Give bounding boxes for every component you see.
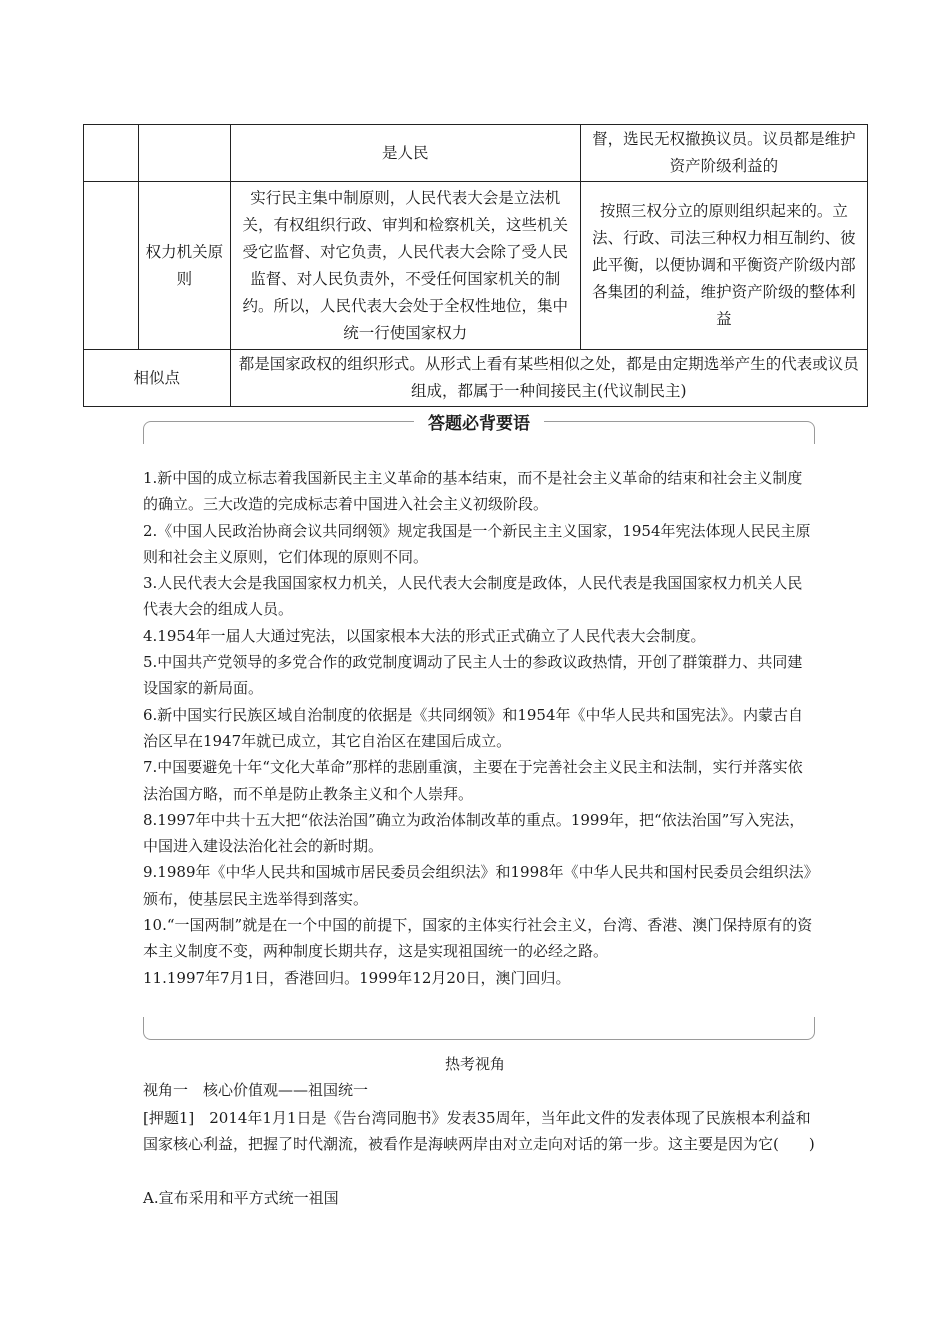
box-title: 答题必背要语 [143, 409, 815, 434]
table-cell: 按照三权分立的原则组织起来的。立法、行政、司法三种权力相互制约、彼此平衡，以便协调和平衡资产阶级内部各集团的利益，维护资产阶级的整体利益 [580, 182, 867, 350]
table-cell-empty [139, 125, 230, 182]
row-label-power-principle: 权力机关原则 [139, 182, 230, 350]
key-point: 10.“一国两制”就是在一个中国的前提下，国家的主体实行社会主义，台湾、香港、澳门保持原有的资本主义制度不变，两种制度长期共存，这是实现祖国统一的必经之路。 [143, 916, 813, 961]
option-a: A.宣布采用和平方式统一祖国 [143, 1189, 339, 1207]
table-row [84, 125, 868, 182]
row-label-similarity: 相似点 [84, 350, 231, 407]
table-cell: 都是国家政权的组织形式。从形式上看有某些相似之处，都是由定期选举产生的代表或议员组成，都属于一种间接民主(代议制民主) [230, 350, 867, 407]
key-point: 5.中国共产党领导的多党合作的政党制度调动了民主人士的参政议政热情，开创了群策群力、共同建设国家的新局面。 [143, 653, 803, 698]
question-stem: [押题1] 2014年1月1日是《告台湾同胞书》发表35周年，当年此文件的发表体现了民族根本利益和国家核心利益，把握了时代潮流，被看作是海峡两岸由对立走向对话的第一步。这主要是因为它( ) [143, 1109, 815, 1153]
table-cell: 督，选民无权撤换议员。议员都是维护资产阶级利益的 [580, 125, 867, 182]
table-cell-empty [84, 125, 139, 182]
key-point: 4.1954年一届人大通过宪法，以国家根本大法的形式正式确立了人民代表大会制度。 [143, 626, 706, 645]
key-point: 7.中国要避免十年“文化大革命”那样的悲剧重演，主要在于完善社会主义民主和法制，实行并落实依法治国方略，而不单是防止教条主义和个人崇拜。 [143, 758, 803, 803]
comparison-table [83, 124, 868, 407]
section-title: 热考视角 [444, 1055, 505, 1073]
key-point: 2.《中国人民政治协商会议共同纲领》规定我国是一个新民主主义国家，1954年宪法体现人民民主原则和社会主义原则，它们体现的原则不同。 [143, 521, 811, 566]
key-point: 3.人民代表大会是我国国家权力机关，人民代表大会制度是政体，人民代表是我国国家权力机关人民代表大会的组成人员。 [143, 574, 803, 619]
key-point: 6.新中国实行民族区域自治制度的依据是《共同纲领》和1954年《中华人民共和国宪法》。内蒙古自治区早在1947年就已成立，其它自治区在建国后成立。 [143, 705, 803, 750]
key-point: 8.1997年中共十五大把“依法治国”确立为政治体制改革的重点。1999年，把“依法治国”写入宪法，中国进入建设法治化社会的新时期。 [143, 810, 805, 856]
table-cell: 实行民主集中制原则，人民代表大会是立法机关，有权组织行政、审判和检察机关，这些机关受它监督、对它负责，人民代表大会除了受人民监督、对人民负责外，不受任何国家机关的制约。所以，人民代表大会处于全权性地位，集中统一行使国家权力 [230, 182, 580, 350]
table-row [84, 350, 868, 407]
angle-heading: 视角一 核心价值观——祖国统一 [143, 1081, 369, 1099]
key-points-list [143, 465, 815, 991]
table-row [84, 182, 868, 350]
key-point: 1.新中国的成立标志着我国新民主主义革命的基本结束，而不是社会主义革命的结束和社会主义制度的确立。三大改造的完成标志着中国进入社会主义初级阶段。 [143, 469, 803, 514]
key-points-box [143, 414, 815, 1040]
table-cell-empty [84, 182, 139, 350]
key-point: 11.1997年7月1日，香港回归。1999年12月20日，澳门回归。 [143, 968, 571, 987]
box-bottom-border [143, 1017, 815, 1040]
key-point: 9.1989年《中华人民共和国城市居民委员会组织法》和1998年《中华人民共和国村民委员会组织法》颁布，使基层民主选举得到落实。 [143, 863, 812, 908]
table-cell: 是人民 [230, 125, 580, 182]
